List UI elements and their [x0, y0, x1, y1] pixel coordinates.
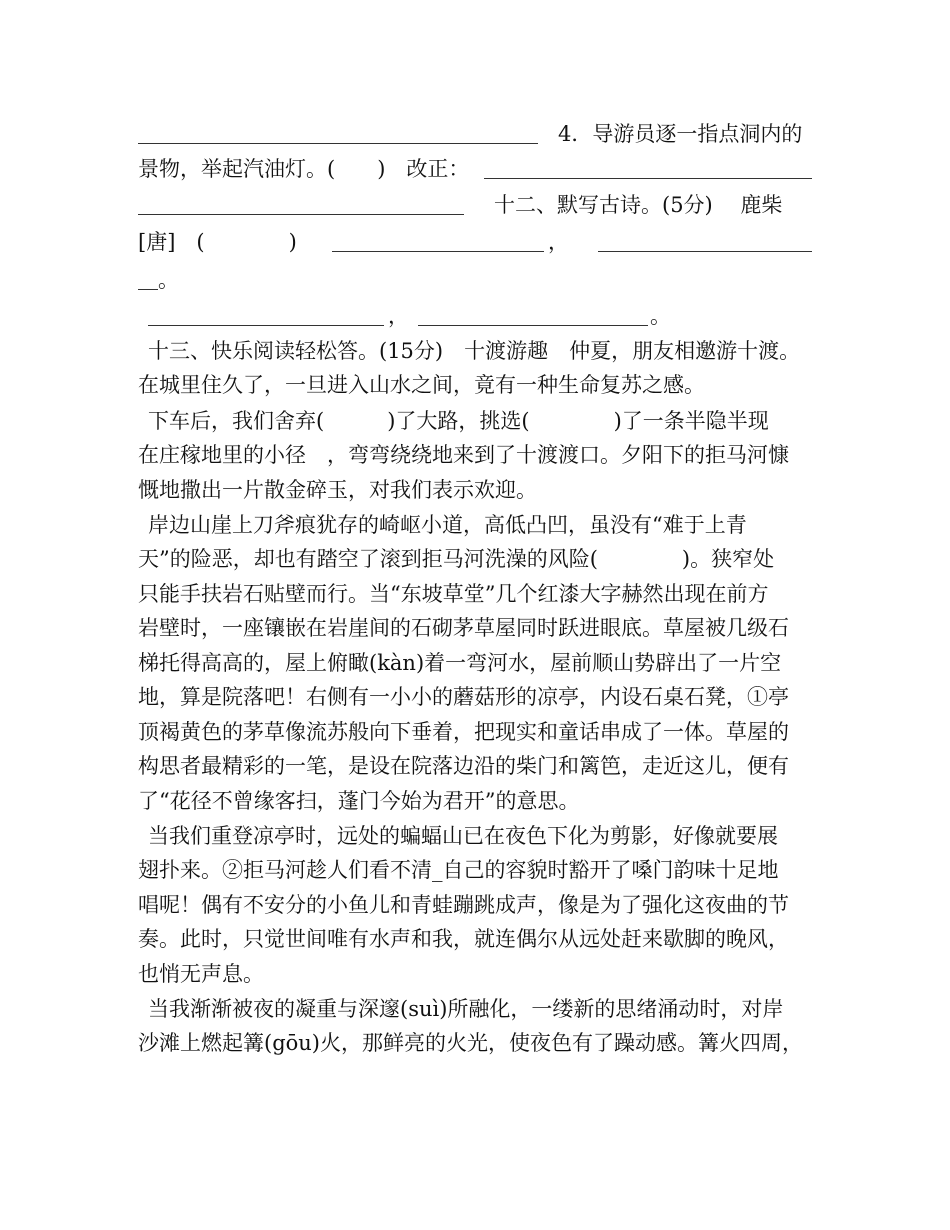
blank-line	[148, 325, 384, 326]
blank-line	[138, 214, 464, 215]
paragraph-line: 在城里住久了，一旦进入山水之间，竟有一种生命复苏之感。	[138, 373, 705, 397]
text-line	[0, 437, 950, 473]
paragraph-line: 也悄无声息。	[138, 962, 264, 986]
text-line	[0, 541, 950, 577]
text-line	[0, 116, 950, 152]
blank-line	[598, 251, 812, 252]
paragraph-line: 当我渐渐被夜的凝重与深邃(suì)所融化，一缕新的思绪涌动时，对岸	[148, 997, 784, 1021]
text-line	[0, 610, 950, 646]
text-line	[0, 151, 950, 187]
text-segment: 。	[650, 304, 671, 328]
text-line	[0, 956, 950, 992]
text-line	[0, 921, 950, 957]
section-twelve-heading: 十二、默写古诗。(5分) 鹿柴	[494, 193, 783, 217]
blank-line	[418, 325, 648, 326]
text-line	[0, 852, 950, 888]
blank-line	[138, 143, 538, 144]
paragraph-line: 在庄稼地里的小径 ，弯弯绕绕地来到了十渡渡口。夕阳下的拒马河慷	[138, 443, 789, 467]
text-line	[0, 187, 950, 223]
text-segment: 。	[158, 268, 179, 292]
text-line	[0, 262, 950, 298]
paragraph-line: 慨地撒出一片散金碎玉，对我们表示欢迎。	[138, 478, 537, 502]
blank-line	[138, 289, 158, 290]
question-4: 4．导游员逐一指点洞内的	[558, 122, 803, 146]
paragraph-line: 翅扑来。②拒马河趁人们看不清_自己的容貌时豁开了嗓门韵味十足地	[138, 858, 779, 882]
text-line	[0, 679, 950, 715]
blank-line	[484, 178, 812, 179]
blank-line	[332, 251, 544, 252]
text-line	[0, 333, 950, 369]
paragraph-line: 当我们重登凉亭时，远处的蝙蝠山已在夜色下化为剪影，好像就要展	[148, 824, 778, 848]
paragraph-line: 顶褐黄色的茅草像流苏般向下垂着，把现实和童话串成了一体。草屋的	[138, 720, 789, 744]
text-line	[0, 714, 950, 750]
text-line	[0, 472, 950, 508]
paragraph-line: 岸边山崖上刀斧痕犹存的崎岖小道，高低凸凹，虽没有“难于上青	[148, 513, 747, 537]
text-line	[0, 887, 950, 923]
paragraph-line: 沙滩上燃起篝(gōu)火，那鲜亮的火光，使夜色有了躁动感。篝火四周，	[138, 1031, 803, 1055]
paragraph-line: 下车后，我们舍弃( )了大路，挑选( )了一条半隐半现	[148, 409, 769, 433]
text-line	[0, 507, 950, 543]
paragraph-line: 地，算是院落吧！右侧有一小小的蘑菇形的凉亭，内设石桌石凳，①亭	[138, 685, 789, 709]
paragraph-line: 奏。此时，只觉世间唯有水声和我，就连偶尔从远处赶来歇脚的晚风，	[138, 927, 789, 951]
paragraph-line: 岩壁时，一座镶嵌在岩崖间的石砌茅草屋同时跃进眼底。草屋被几级石	[138, 616, 789, 640]
text-segment: ，	[388, 304, 409, 328]
text-line	[0, 576, 950, 612]
text-line	[0, 403, 950, 439]
text-line	[0, 298, 950, 334]
paragraph-line: 构思者最精彩的一笔，是设在院落边沿的柴门和篱笆，走近这儿，便有	[138, 754, 789, 778]
text-segment: [唐] ( )	[138, 230, 297, 254]
text-line	[0, 991, 950, 1027]
section-thirteen-heading: 十三、快乐阅读轻松答。(15分) 十渡游趣 仲夏，朋友相邀游十渡。	[148, 339, 801, 363]
text-segment: 景物，举起汽油灯。( ) 改正：	[138, 157, 470, 181]
text-line	[0, 1025, 950, 1061]
paragraph-line: 唱呢！偶有不安分的小鱼儿和青蛙蹦跳成声，像是为了强化这夜曲的节	[138, 893, 789, 917]
paragraph-line: 了“花径不曾缘客扫，蓬门今始为君开”的意思。	[138, 789, 580, 813]
text-segment: ，	[548, 230, 569, 254]
text-line	[0, 224, 950, 260]
text-line	[0, 645, 950, 681]
paragraph-line: 只能手扶岩石贴壁而行。当“东坡草堂”几个红漆大字赫然出现在前方	[138, 582, 769, 606]
text-line	[0, 783, 950, 819]
text-line	[0, 748, 950, 784]
paragraph-line: 天”的险恶，却也有踏空了滚到拒马河洗澡的风险( )。狭窄处	[138, 547, 775, 571]
text-line	[0, 818, 950, 854]
text-line	[0, 367, 950, 403]
paragraph-line: 梯托得高高的，屋上俯瞰(kàn)着一弯河水，屋前顺山势辟出了一片空	[138, 651, 782, 675]
